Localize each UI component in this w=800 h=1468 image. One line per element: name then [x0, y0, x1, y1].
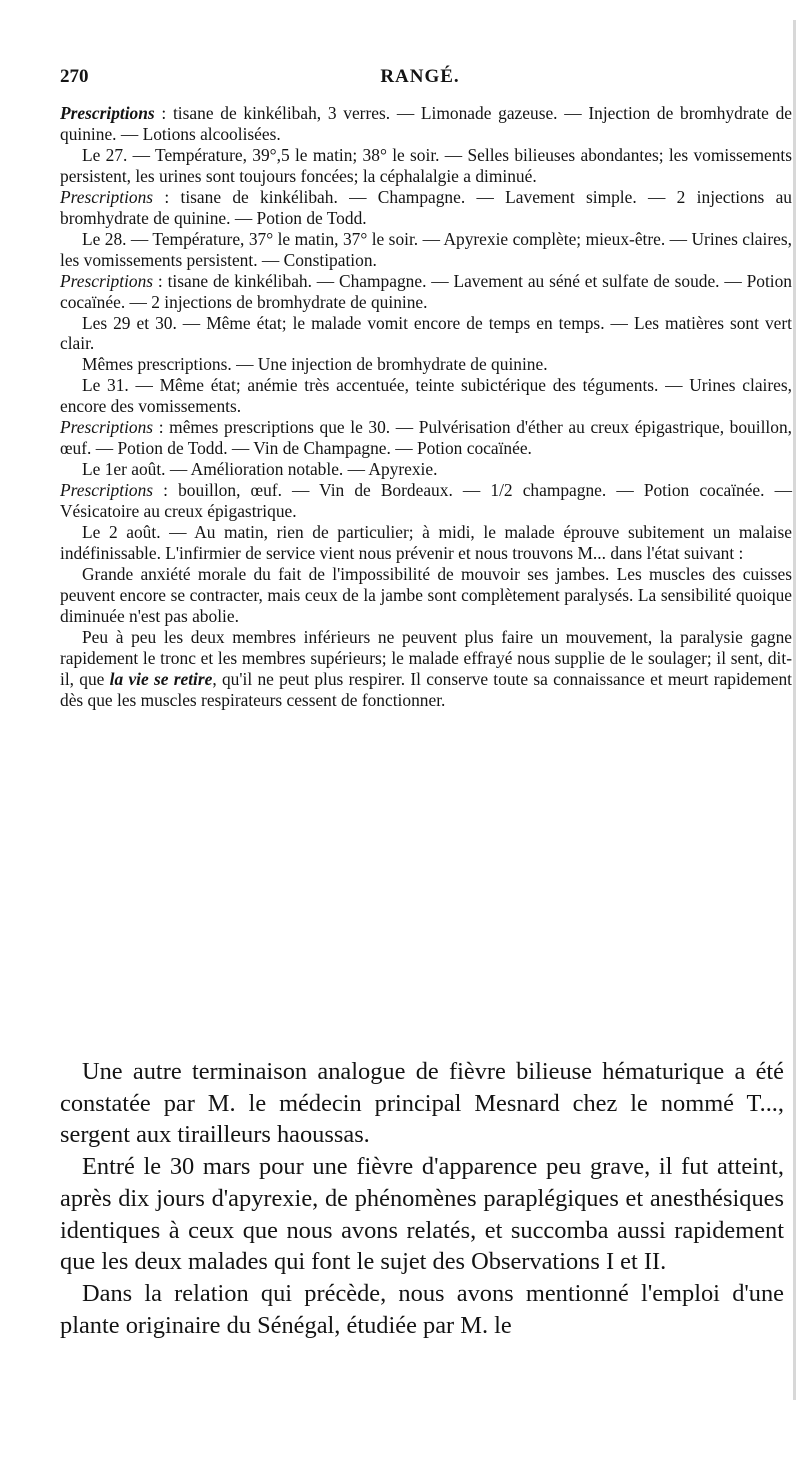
paragraph: [60, 187, 792, 229]
page-header: [60, 66, 780, 96]
paragraph-text: : tisane de kinkélibah, 3 verres. — Limonade gazeuse. — Injection de bromhydrate de quinine. — Lotions alcoolisées.: [60, 103, 792, 144]
paragraph: [60, 271, 792, 313]
paragraph: Le 27. — Température, 39°,5 le matin; 38° le soir. — Selles bilieuses abondantes; les vomissements persistent, les urines sont toujours foncées; la céphalalgie a diminué.: [60, 144, 792, 186]
quoted-phrase: la vie se retire: [109, 668, 213, 689]
main-text: [60, 1056, 784, 1341]
paragraph: [60, 103, 792, 145]
prescriptions-label: Prescriptions: [60, 270, 154, 291]
paragraph: Entré le 30 mars pour une fièvre d'apparence peu grave, il fut atteint, après dix jours d'apyrexie, de phénomènes paraplégiques et anesthésiques identiques à ceux que nous avons relatés, et succomba aussi rapidement que les deux malades qui font le sujet des Observations I et II.: [60, 1153, 784, 1276]
paragraph-text: Peu à peu les deux membres inférieurs ne peuvent plus faire un mouvement, la paralysie gagne rapidement le tronc et les membres supérieurs; le malade effrayé nous supplie de le soulager; il sent, dit-il, que: [60, 626, 792, 689]
paragraph: Le 28. — Température, 37° le matin, 37° le soir. — Apyrexie complète; mieux-être. — Urines claires, les vomissements persistent. — Constipation.: [60, 228, 792, 270]
paragraph: [60, 480, 792, 522]
paragraph: Une autre terminaison analogue de fièvre bilieuse hématurique a été constatée par M. le médecin principal Mesnard chez le nommé T..., sergent aux tirailleurs haoussas.: [60, 1058, 784, 1149]
page-number: 270: [60, 66, 89, 87]
paragraph: Mêmes prescriptions. — Une injection de bromhydrate de quinine.: [82, 354, 548, 375]
paragraph-text: : tisane de kinkélibah. — Champagne. — Lavement simple. — 2 injections au bromhydrate de quinine. — Potion de Todd.: [60, 186, 792, 228]
observation-notes: [60, 103, 792, 711]
page-edge-shadow: [793, 20, 796, 1400]
running-title: RANGÉ.: [380, 66, 460, 87]
prescriptions-label: Prescriptions: [60, 417, 154, 438]
prescriptions-label: Prescriptions: [60, 480, 154, 501]
paragraph: Dans la relation qui précède, nous avons mentionné l'emploi d'une plante originaire du Sénégal, étudiée par M. le: [60, 1279, 784, 1339]
paragraph: Le 31. — Même état; anémie très accentuée, teinte subictérique des téguments. — Urines claires, encore des vomissements.: [60, 375, 792, 417]
paragraph-text: , qu'il ne peut plus respirer. Il conserve toute sa connaissance et meurt rapidement dès que les muscles respirateurs cessent de fonctionner.: [60, 668, 792, 710]
prescriptions-label: Prescriptions: [60, 103, 155, 123]
paragraph-text: : bouillon, œuf. — Vin de Bordeaux. — 1/2 champagne. — Potion cocaïnée. — Vésicatoire au creux épigastrique.: [60, 480, 792, 522]
paragraph: Grande anxiété morale du fait de l'impossibilité de mouvoir ses jambes. Les muscles des cuisses peuvent encore se contracter, mais ceux de la jambe sont complètement paralysés. La sensibilité quoique diminuée n'est pas abolie.: [60, 563, 792, 626]
paragraph: [60, 417, 792, 459]
paragraph-text: : tisane de kinkélibah. — Champagne. — Lavement au séné et sulfate de soude. — Potion cocaïnée. — 2 injections de bromhydrate de quinine.: [60, 270, 792, 312]
paragraph-text: : mêmes prescriptions que le 30. — Pulvérisation d'éther au creux épigastrique, bouillon, œuf. — Potion de Todd. — Vin de Champagne. — Potion cocaïnée.: [60, 417, 792, 459]
paragraph: [60, 627, 792, 711]
paragraph: Le 2 août. — Au matin, rien de particulier; à midi, le malade éprouve subitement un malaise indéfinissable. L'infirmier de service vient nous prévenir et nous trouvons M... dans l'état suivant :: [60, 522, 792, 564]
paragraph: Les 29 et 30. — Même état; le malade vomit encore de temps en temps. — Les matières sont vert clair.: [60, 312, 792, 354]
paragraph: Le 1er août. — Amélioration notable. — Apyrexie.: [82, 459, 438, 480]
prescriptions-label: Prescriptions: [60, 186, 154, 207]
